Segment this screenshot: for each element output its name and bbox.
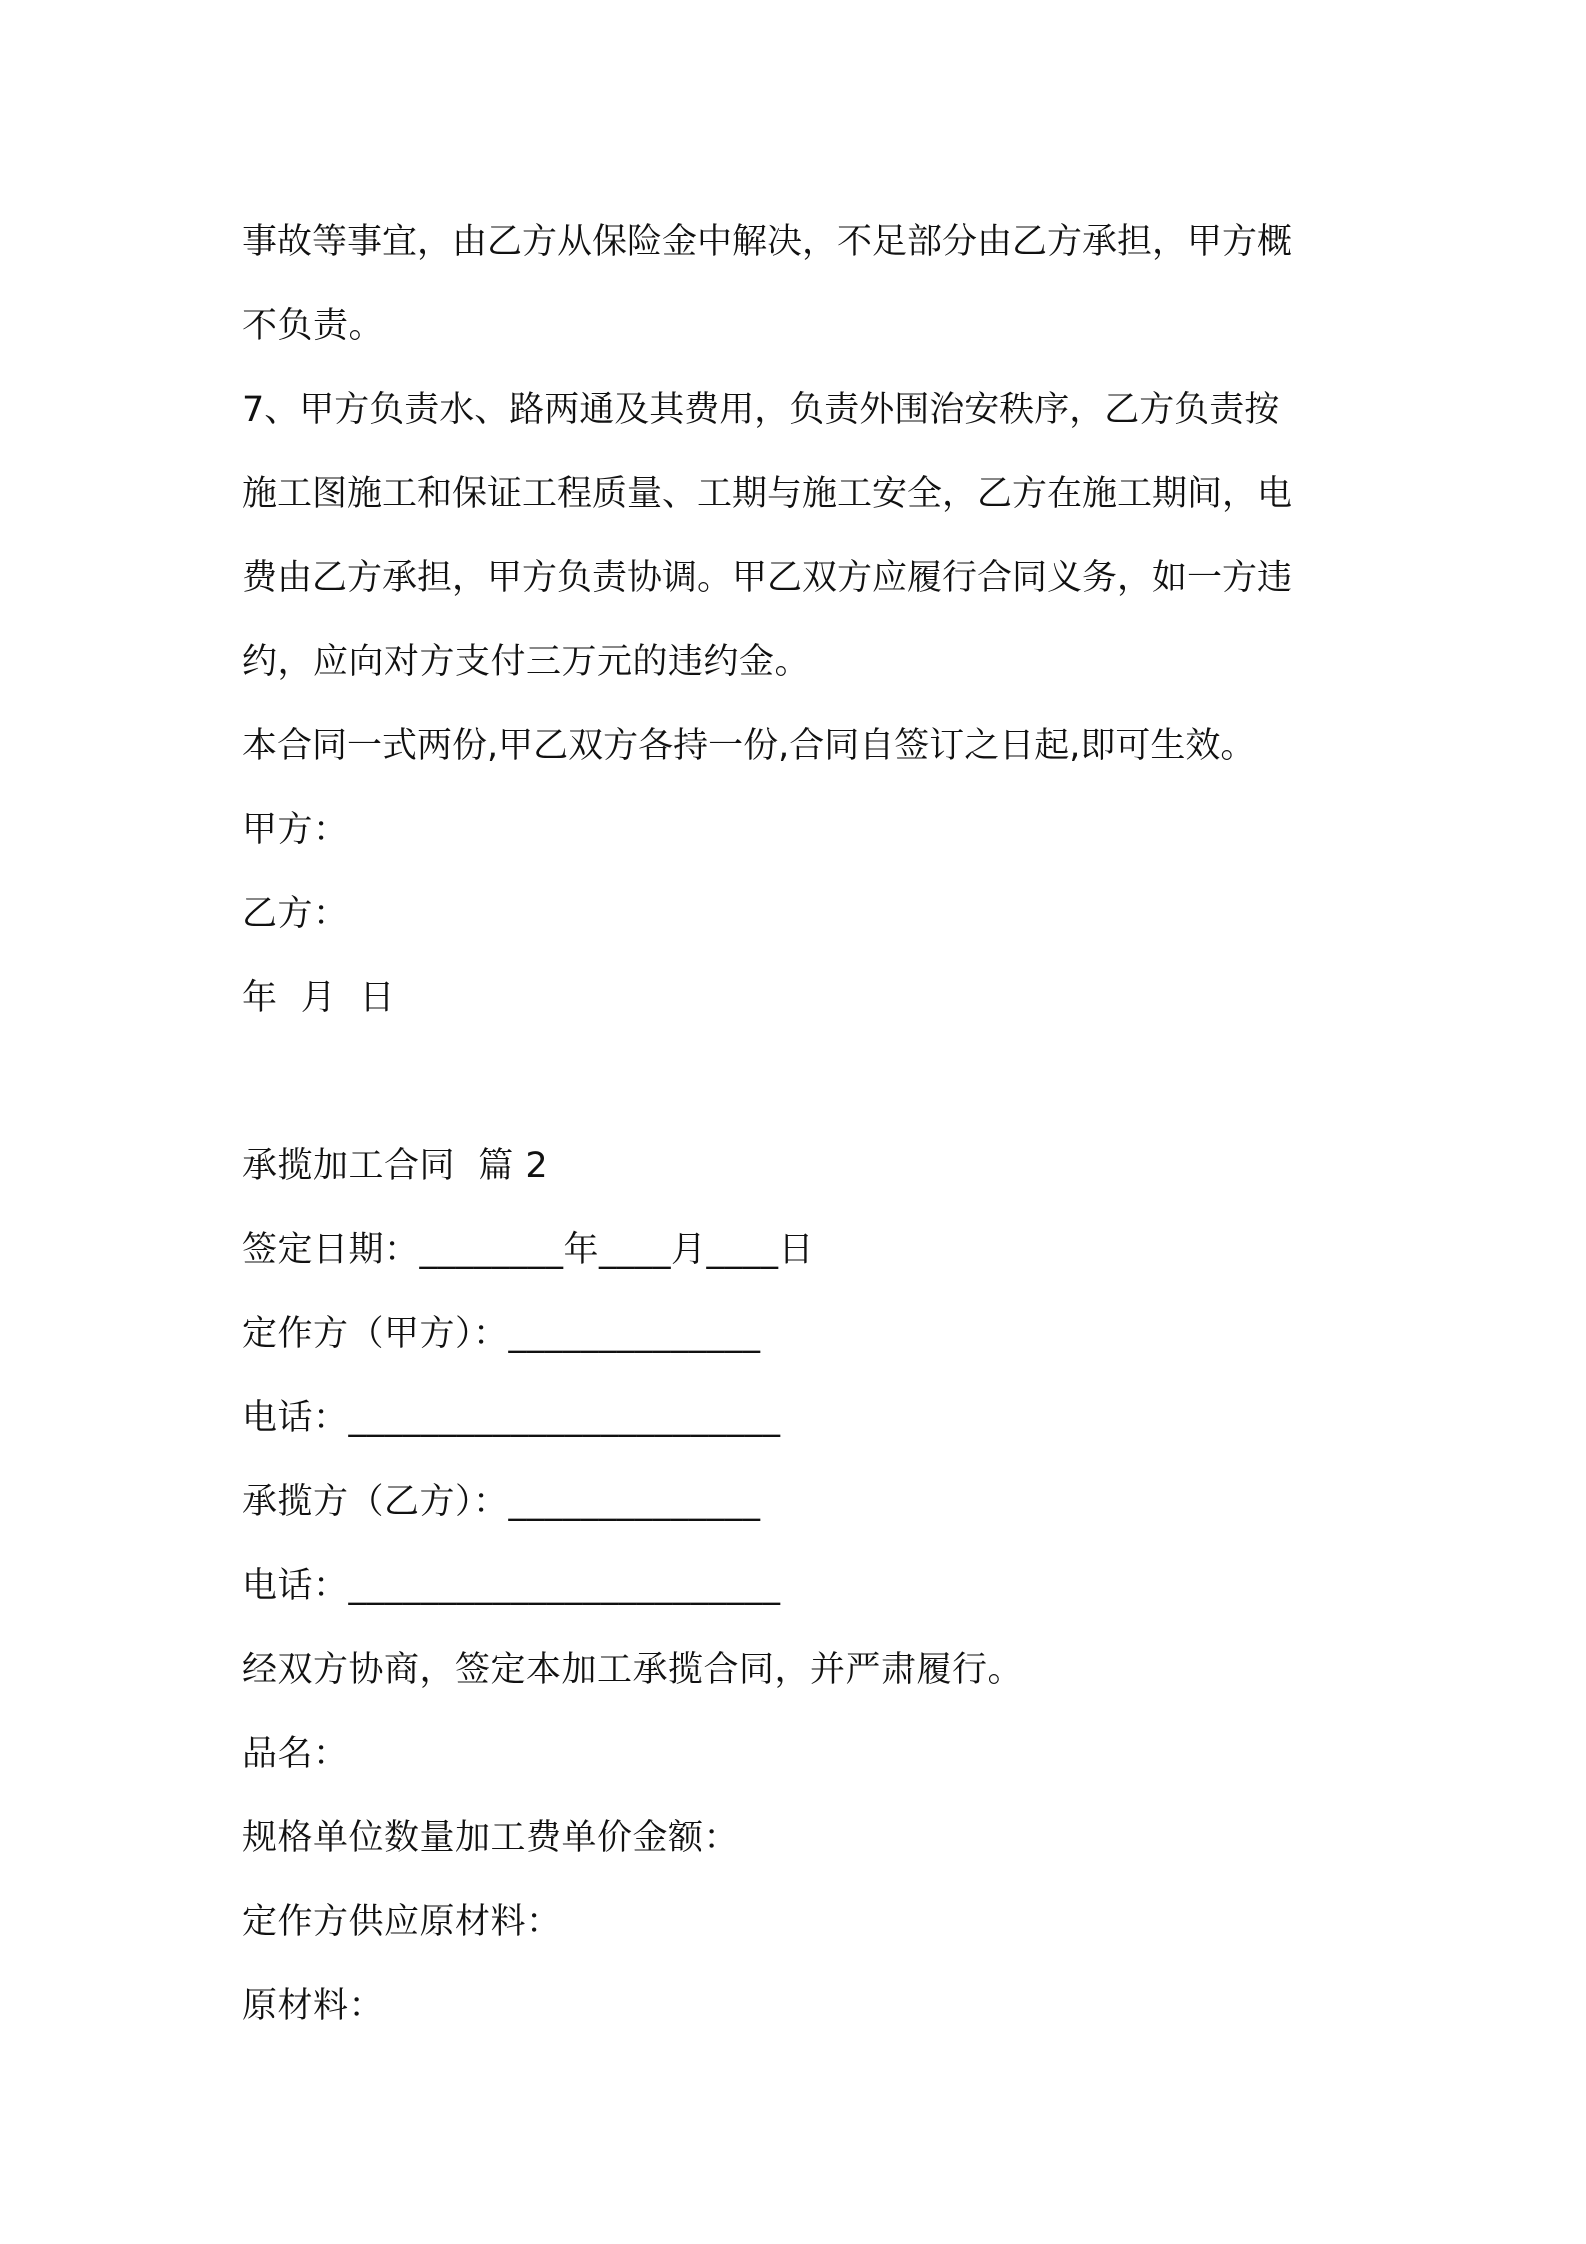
orderer-phone-field: 电话：________________________ bbox=[242, 1398, 781, 1438]
sign-date-field: 签定日期：________年____月____日 bbox=[242, 1230, 815, 1270]
product-name-label: 品名： bbox=[242, 1734, 349, 1774]
party-a-label: 甲方： bbox=[242, 810, 349, 850]
agreement-statement: 经双方协商，签定本加工承揽合同，并严肃履行。 bbox=[242, 1650, 1024, 1690]
date-line: 年 月 日 bbox=[242, 978, 396, 1018]
contractor-field: 承揽方（乙方）：______________ bbox=[242, 1482, 761, 1522]
clause-7-line: 施工图施工和保证工程质量、工期与施工安全，乙方在施工期间，电 bbox=[242, 474, 1293, 514]
orderer-field: 定作方（甲方）：______________ bbox=[242, 1314, 761, 1354]
party-b-label: 乙方： bbox=[242, 894, 349, 934]
materials-supply-label: 定作方供应原材料： bbox=[242, 1902, 562, 1942]
raw-materials-label: 原材料： bbox=[242, 1986, 385, 2026]
spacer bbox=[242, 1040, 1362, 1124]
spec-line-label: 规格单位数量加工费单价金额： bbox=[242, 1818, 740, 1858]
paragraph-line: 事故等事宜，由乙方从保险金中解决，不足部分由乙方承担，甲方概 bbox=[242, 222, 1293, 262]
section-title: 承揽加工合同 篇 2 bbox=[242, 1146, 549, 1186]
contractor-phone-field: 电话：________________________ bbox=[242, 1566, 781, 1606]
copies-clause: 本合同一式两份,甲乙双方各持一份,合同自签订之日起,即可生效。 bbox=[242, 726, 1256, 766]
paragraph-line: 不负责。 bbox=[242, 306, 385, 346]
clause-7-line: 费由乙方承担，甲方负责协调。甲乙双方应履行合同义务，如一方违 bbox=[242, 558, 1293, 598]
clause-7-line: 约，应向对方支付三万元的违约金。 bbox=[242, 642, 811, 682]
document-body bbox=[242, 200, 1362, 2048]
clause-7-line: 7、甲方负责水、路两通及其费用，负责外围治安秩序，乙方负责按 bbox=[242, 390, 1280, 430]
